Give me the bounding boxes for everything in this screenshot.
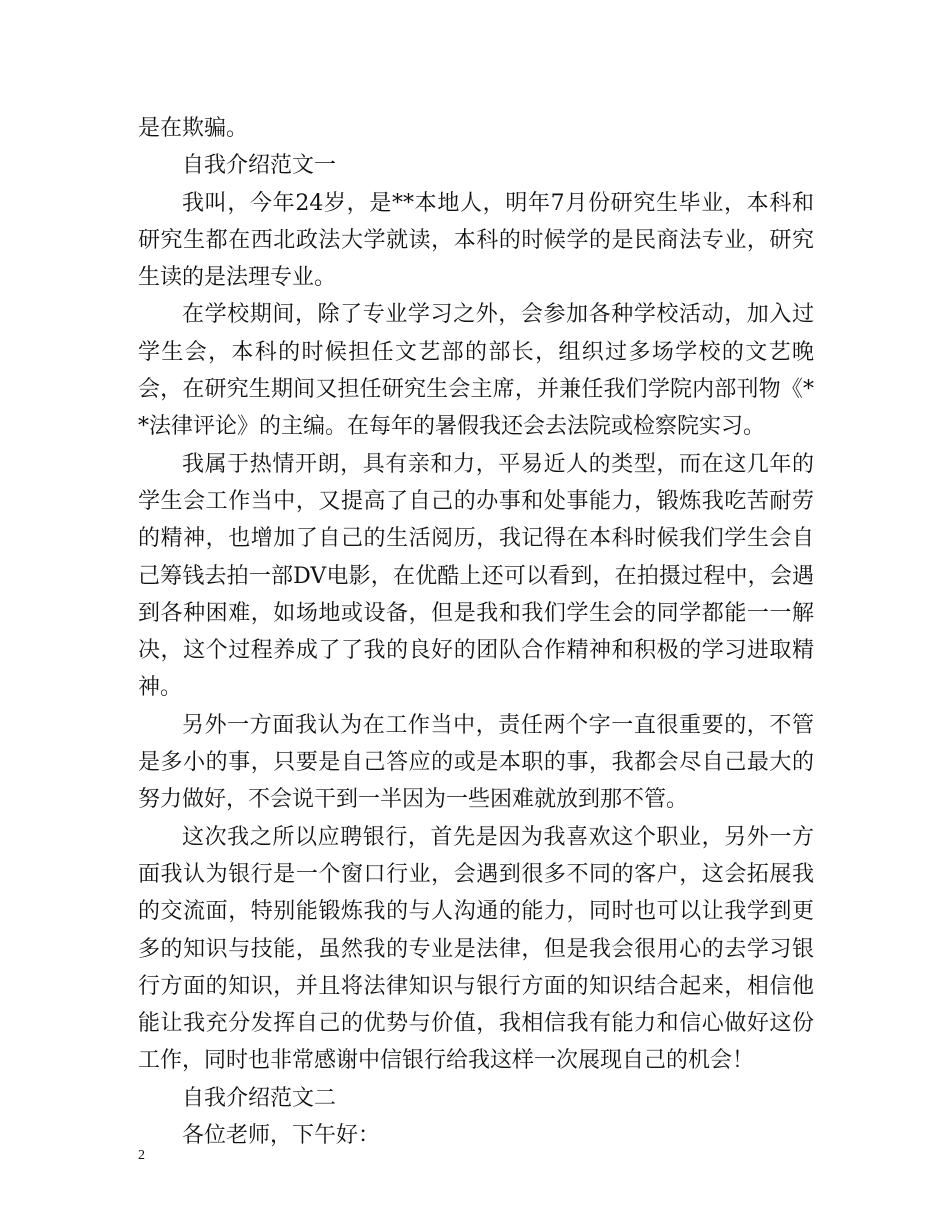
paragraph-responsibility: 另外一方面我认为在工作当中，责任两个字一直很重要的，不管是多小的事，只要是自己答应的或是本职的事，我都会尽自己最大的努力做好，不会说干到一半因为一些困难就放到那不管。 xyxy=(138,712,814,813)
page-number: 2 xyxy=(138,1148,145,1163)
paragraph-greeting: 各位老师，下午好： xyxy=(182,1123,381,1149)
paragraph-bank: 这次我之所以应聘银行，首先是因为我喜欢这个职业，另外一方面我认为银行是一个窗口行业，会遇到很多不同的客户，这会拓展我的交流面，特别能锻炼我的与人沟通的能力，同时也可以让我学到更多的知识与技能，虽然我的专业是法律，但是我会很用心的去学习银行方面的知识，并且将法律知识与银行方面的知识结合起来，相信他能让我充分发挥自己的优势与价值，我相信我有能力和信心做好这份工作，同时也非常感谢中信银行给我这样一次展现自己的机会！ xyxy=(138,824,814,1074)
heading-sample-one: 自我介绍范文一 xyxy=(182,153,337,179)
paragraph-continuation: 是在欺骗。 xyxy=(138,116,249,141)
heading-sample-two: 自我介绍范文二 xyxy=(182,1085,337,1111)
paragraph-school: 在学校期间，除了专业学习之外，会参加各种学校活动，加入过学生会，本科的时候担任文艺部的部长，组织过多场学校的文艺晚会，在研究生期间又担任研究生会主席，并兼任我们学院内部刊物《**法律评论》的主编。在每年的暑假我还会去法院或检察院实习。 xyxy=(138,302,814,440)
document-body xyxy=(138,110,814,1154)
paragraph-intro: 我叫，今年24岁，是**本地人，明年7月份研究生毕业，本科和研究生都在西北政法大学就读，本科的时候学的是民商法专业，研究生读的是法理专业。 xyxy=(138,190,814,291)
paragraph-personality: 我属于热情开朗，具有亲和力，平易近人的类型，而在这几年的学生会工作当中，又提高了自己的办事和处事能力，锻炼我吃苦耐劳的精神，也增加了自己的生活阅历，我记得在本科时候我们学生会自己筹钱去拍一部DV电影，在优酷上还可以看到，在拍摄过程中，会遇到各种困难，如场地或设备，但是我和我们学生会的同学都能一一解决，这个过程养成了了我的良好的团队合作精神和积极的学习进取精神。 xyxy=(138,451,814,701)
